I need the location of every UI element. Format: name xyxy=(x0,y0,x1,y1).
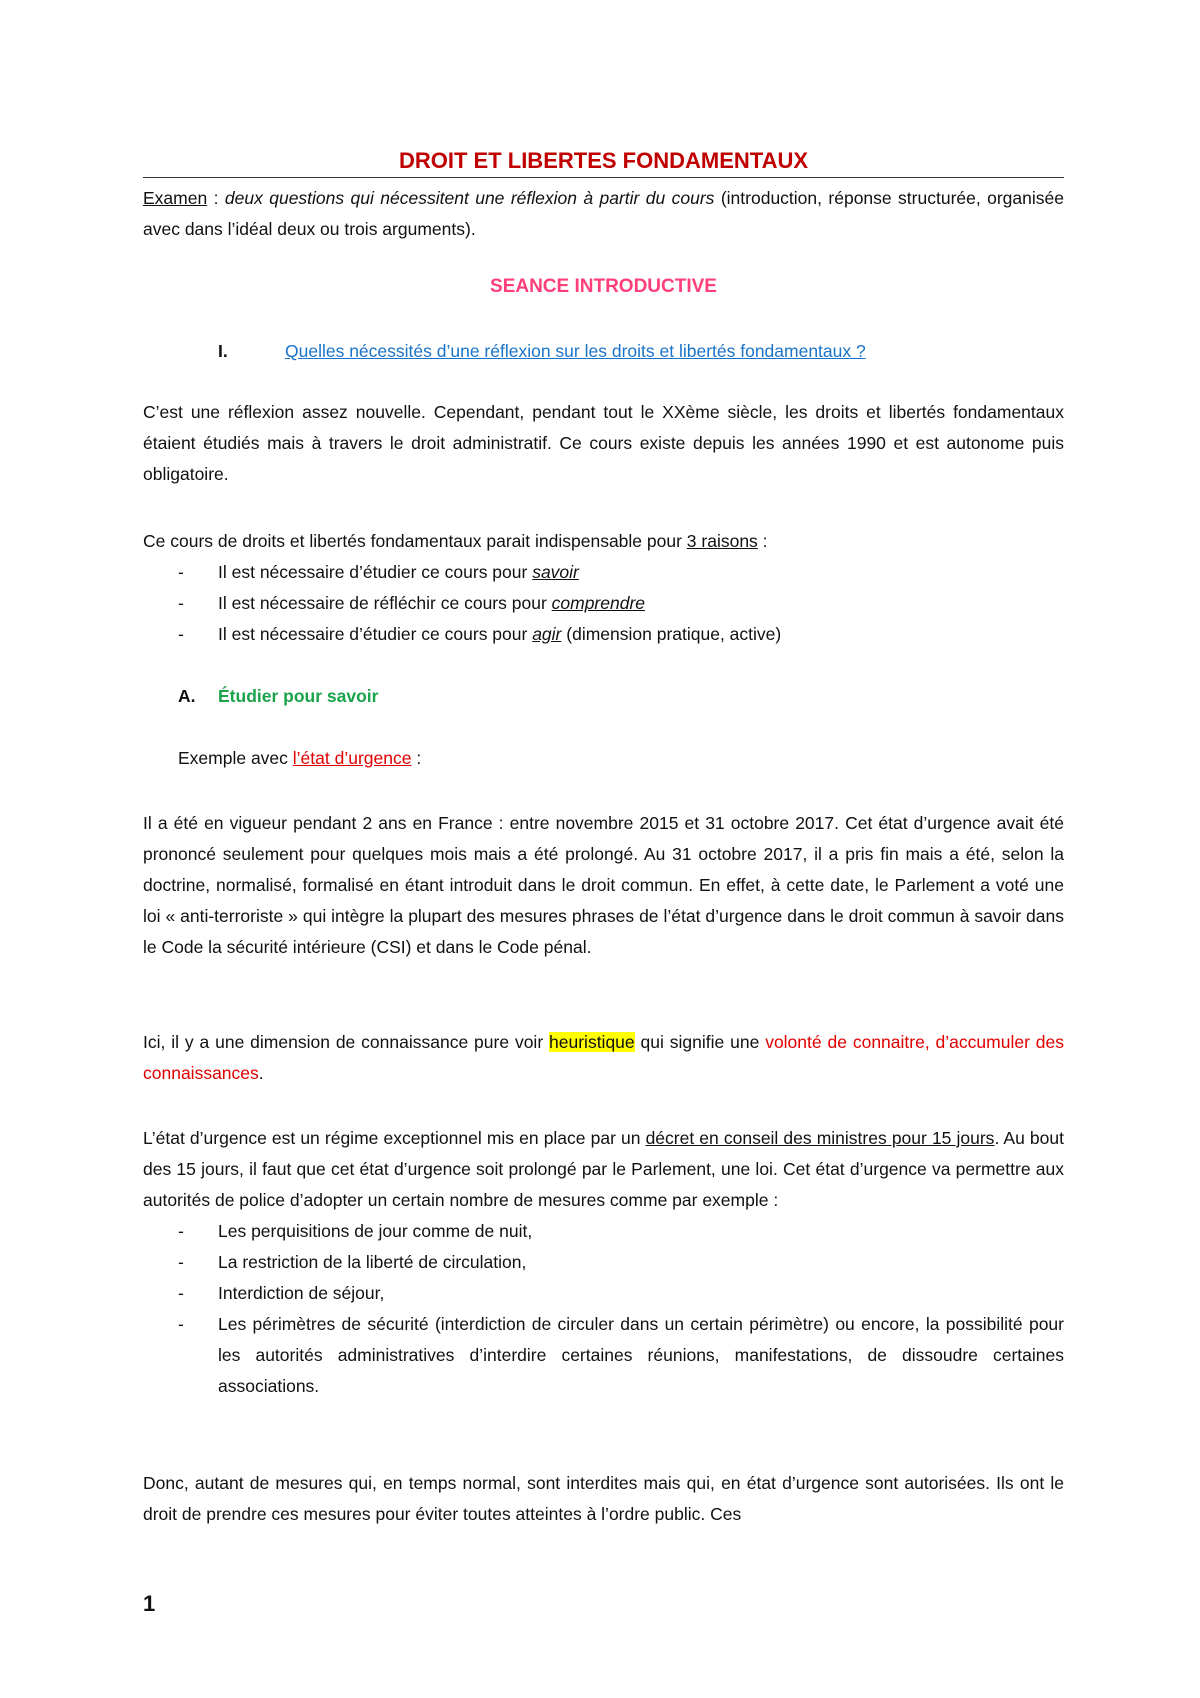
exam-sep: : xyxy=(207,188,225,208)
reason-after: (dimension pratique, active) xyxy=(561,624,782,644)
section-a-title: Étudier pour savoir xyxy=(218,686,379,706)
paragraph-5 xyxy=(143,1123,1064,1216)
section-a-number: A. xyxy=(178,686,196,706)
document-title: DROIT ET LIBERTES FONDAMENTAUX xyxy=(398,148,809,173)
measure-text: La restriction de la liberté de circulation, xyxy=(218,1252,527,1272)
para4-red: volonté de connaitre, d’accumuler des connaissances xyxy=(143,1032,1064,1083)
title-divider xyxy=(143,177,1064,178)
exam-italic: deux questions qui nécessitent une réflexion à partir du cours xyxy=(224,188,715,208)
para5-before: L’état d’urgence est un régime exceptionnel mis en place par un xyxy=(143,1128,646,1148)
measures-block xyxy=(143,1123,1064,1402)
para4-highlighted: heuristique xyxy=(549,1032,635,1052)
para5-after: . Au bout des 15 jours, il faut que cet état d’urgence soit prolongé par le Parlement, une loi. Cet état d’urgence va permettre aux autorités de police d’adopter un certain nombre de mesures comme par exemple : xyxy=(143,1128,1064,1210)
reason-keyword: savoir xyxy=(532,562,579,582)
reason-keyword: agir xyxy=(532,624,562,644)
example-highlight: l’état d’urgence xyxy=(292,748,412,768)
list-item xyxy=(143,557,1064,588)
list-item xyxy=(143,588,1064,619)
measure-text: Les perquisitions de jour comme de nuit, xyxy=(218,1221,533,1241)
list-item xyxy=(143,619,1064,650)
section-1-title: Quelles nécessités d’une réflexion sur les droits et libertés fondamentaux ? xyxy=(285,341,866,361)
measure-text: Les périmètres de sécurité (interdiction de circuler dans un certain périmètre) ou encore, la possibilité pour les autorités administratives d’interdire certaines réunions, manifestations, de dissoudre certaines associations. xyxy=(218,1314,1064,1396)
section-1-number: I. xyxy=(218,341,228,361)
example-after: : xyxy=(411,748,422,768)
measure-text: Interdiction de séjour, xyxy=(218,1283,385,1303)
exam-label: Examen xyxy=(143,188,208,208)
reasons-block xyxy=(143,526,1064,650)
list-item xyxy=(143,1216,1064,1247)
reason-text: Il est nécessaire de réfléchir ce cours pour xyxy=(218,593,552,613)
example-label xyxy=(178,748,421,769)
page-number: 1 xyxy=(143,1591,156,1616)
reason-text: Il est nécessaire d’étudier ce cours pour xyxy=(218,562,533,582)
exam-rest: (introduction, réponse structurée, organisée avec dans l’idéal deux ou trois arguments). xyxy=(143,188,1064,239)
list-item xyxy=(143,1309,1064,1402)
bullet-dash: - xyxy=(178,1221,184,1241)
exam-note xyxy=(143,183,1064,245)
example-before: Exemple avec xyxy=(178,748,293,768)
bullet-dash: - xyxy=(178,1314,184,1334)
paragraph-6: Donc, autant de mesures qui, en temps normal, sont interdites mais qui, en état d’urgence sont autorisées. Ils ont le droit de prendre ces mesures pour éviter toutes atteintes à l’ordre public. Ces xyxy=(143,1473,1064,1524)
seance-heading: SEANCE INTRODUCTIVE xyxy=(490,276,717,297)
para4-middle: qui signifie une xyxy=(634,1032,766,1052)
bullet-dash: - xyxy=(178,1252,184,1272)
reason-keyword: comprendre xyxy=(551,593,646,613)
list-item xyxy=(143,1278,1064,1309)
paragraph-2 xyxy=(143,526,1064,557)
para4-after: . xyxy=(258,1063,264,1083)
paragraph-1: C’est une réflexion assez nouvelle. Cependant, pendant tout le XXème siècle, les droits et libertés fondamentaux étaient étudiés mais à travers le droit administratif. Ce cours existe depuis les années 1990 et est autonome puis obligatoire. xyxy=(143,402,1064,484)
bullet-dash: - xyxy=(178,593,184,613)
reason-text: Il est nécessaire d’étudier ce cours pour xyxy=(218,624,533,644)
bullet-dash: - xyxy=(178,562,184,582)
para4-before: Ici, il y a une dimension de connaissance pure voir xyxy=(143,1032,550,1052)
list-item xyxy=(143,1247,1064,1278)
paragraph-4 xyxy=(143,1027,1064,1089)
para2-underlined: 3 raisons xyxy=(686,531,758,551)
para5-underlined: décret en conseil des ministres pour 15 jours xyxy=(645,1128,995,1148)
para2-after: : xyxy=(757,531,768,551)
para2-before: Ce cours de droits et libertés fondamentaux parait indispensable pour xyxy=(143,531,687,551)
bullet-dash: - xyxy=(178,624,184,644)
paragraph-3: Il a été en vigueur pendant 2 ans en France : entre novembre 2015 et 31 octobre 2017. Cet état d’urgence avait été prononcé seulement pour quelques mois mais a été prolongé. Au 31 octobre 2017, il a pris fin mais a été, selon la doctrine, normalisé, formalisé en étant introduit dans le droit commun. En effet, à cette date, le Parlement a voté une loi « anti-terroriste » qui intègre la plupart des mesures phrases de l’état d’urgence dans le droit commun à savoir dans le Code la sécurité intérieure (CSI) et dans le Code pénal. xyxy=(143,813,1064,957)
bullet-dash: - xyxy=(178,1283,184,1303)
